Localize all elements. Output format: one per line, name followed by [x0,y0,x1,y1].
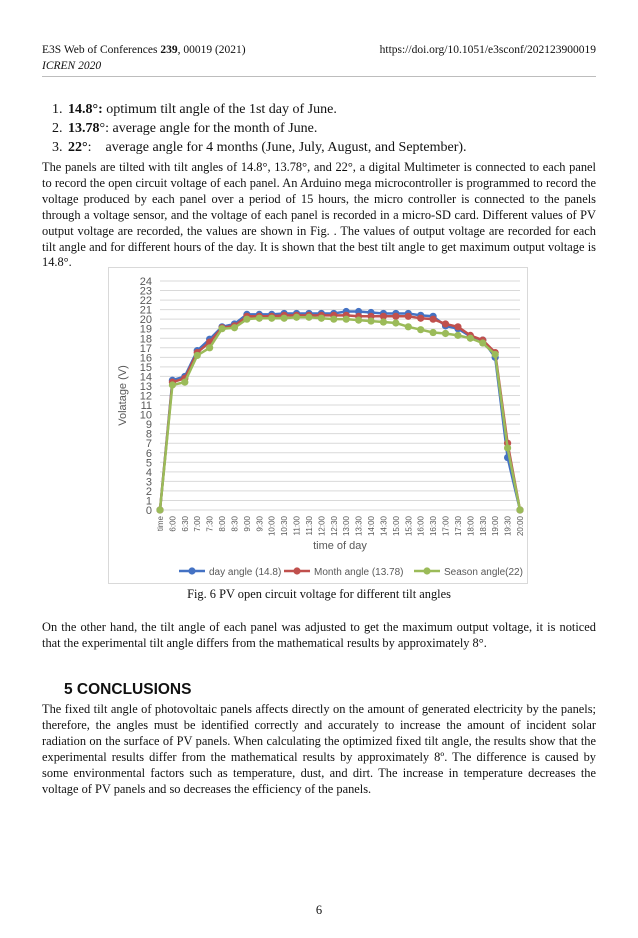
x-tick-label: 14:00 [367,516,377,537]
legend-swatch-marker [293,567,300,574]
voltage-line-chart [109,268,527,583]
x-tick-label: 8:00 [218,516,228,532]
x-tick-label: 16:30 [429,516,439,537]
x-tick-label: 6:30 [180,516,190,532]
data-point [181,379,188,386]
data-point [417,315,424,322]
doi-link[interactable]: https://doi.org/10.1051/e3sconf/202123900019 [379,44,596,56]
x-tick-label: 10:00 [267,516,277,537]
y-tick-label: 18 [139,333,152,346]
legend-label: Month angle (13.78) [314,567,404,578]
data-point [355,317,362,324]
page-number: 6 [315,903,323,917]
x-tick-label: 13:30 [354,516,364,537]
y-tick-label: 1 [145,495,152,508]
y-tick-label: 17 [139,342,152,355]
y-tick-label: 2 [145,485,152,498]
data-point [442,320,449,327]
legend-label: Season angle(22) [444,567,523,578]
conclusions-paragraph: The fixed tilt angle of photovoltaic panels affects directly on the amount of generated electricity by the panels; therefore, the angles must be identified correctly and accurately to increase the amount of incident solar radiation on the surface of PV panels. When calculating the optimized fixed tilt angle, the results show that the experimental results differ from the mathematical results by approximately 8º. The difference is caused by some environmental factors such as temperature, dust, and dirt. The increase in temperature decreases the voltage of PV panels and so decreases the efficiency of the panels. [42,702,596,796]
figure-caption: Fig. 6 PV open circuit voltage for different tilt angles [187,587,451,601]
section-heading: 5 CONCLUSIONS [64,681,192,698]
data-point [392,319,399,326]
x-tick-label: 20:00 [516,516,525,537]
body-paragraph-1: The panels are tilted with tilt angles of 14.8°, 13.78°, and 22°, a digital Multimeter is connected to each panel to record the open circuit voltage of each panel. An Arduino mega microcontroller is programmed to record the voltage produced by each panel over a period of 15 hours, the micro controller is connected to the panels through a voltage sensor, and the voltage of each panel is recorded in a micro-SD card. Different values of PV output voltage are recorded, the values are shown in Fig. . The values of output voltage are recorded for each tilt angle and for different hours of the day. It is shown that the best tilt angle to get maximum output voltage is 14.8°. [42,160,596,270]
y-tick-label: 11 [140,400,152,413]
x-tick-label: 8:30 [230,516,240,532]
y-tick-label: 3 [145,476,152,489]
data-point [156,506,163,513]
y-tick-label: 16 [139,352,152,365]
legend-swatch-marker [188,567,195,574]
x-tick-label: 19:30 [503,516,513,537]
data-point [380,318,387,325]
y-tick-label: 12 [139,390,152,403]
x-tick-label: 16:00 [416,516,426,537]
data-point [305,314,312,321]
x-axis-title: time of day [313,540,367,552]
x-tick-label: 15:00 [391,516,401,537]
y-tick-label: 5 [145,457,152,470]
data-point [492,351,499,358]
data-point [504,444,511,451]
x-tick-label: time [156,516,165,532]
data-point [467,335,474,342]
data-point [430,329,437,336]
data-point [243,316,250,323]
x-tick-label: 19:00 [491,516,501,537]
tilt-angle-list [40,100,626,157]
data-point [256,315,263,322]
y-tick-label: 4 [145,466,152,479]
data-point [405,323,412,330]
y-tick-label: 14 [139,371,152,384]
data-point [392,313,399,320]
data-point [206,344,213,351]
y-tick-label: 20 [139,314,152,327]
conference-name: ICREN 2020 [42,60,102,72]
data-point [268,315,275,322]
data-point [454,332,461,339]
x-tick-label: 7:00 [193,516,203,532]
journal-citation: E3S Web of Conferences 239, 00019 (2021) [42,44,246,56]
y-tick-label: 24 [139,276,152,288]
x-tick-label: 12:00 [317,516,327,537]
x-tick-label: 6:00 [168,516,178,532]
header-divider [42,76,596,77]
x-tick-label: 11:00 [292,516,302,536]
y-tick-label: 9 [145,419,152,432]
list-item: 3. 22°: average angle for 4 months (June, July, August, and September). [66,138,626,157]
data-point [367,317,374,324]
x-tick-label: 18:00 [466,516,476,537]
data-point [218,325,225,332]
y-tick-label: 0 [145,505,152,517]
x-tick-label: 11:30 [304,516,314,536]
x-tick-label: 18:30 [478,516,488,537]
x-tick-label: 12:30 [329,516,339,537]
x-tick-label: 17:30 [453,516,463,537]
x-tick-label: 7:30 [205,516,215,532]
data-point [169,381,176,388]
data-point [516,506,523,513]
x-tick-label: 14:30 [379,516,389,537]
data-point [430,316,437,323]
data-point [330,316,337,323]
y-tick-label: 10 [139,409,152,422]
data-point [231,324,238,331]
x-tick-label: 17:00 [441,516,451,537]
data-point [442,330,449,337]
data-point [343,316,350,323]
y-tick-label: 8 [145,428,152,441]
legend-swatch-marker [423,567,430,574]
list-item: 1. 14.8°: optimum tilt angle of the 1st day of June. [66,100,626,119]
x-tick-label: 9:00 [242,516,252,532]
data-point [454,323,461,330]
x-tick-label: 10:30 [280,516,290,537]
y-tick-label: 22 [139,295,152,308]
x-tick-label: 13:00 [342,516,352,537]
x-tick-label: 9:30 [255,516,265,532]
y-axis-title: Volatage (V) [117,365,129,426]
y-tick-label: 19 [139,323,152,336]
y-tick-label: 7 [145,438,152,451]
legend-label: day angle (14.8) [209,567,282,578]
y-tick-label: 21 [139,304,152,317]
figure-6-chart-frame [108,267,528,584]
y-tick-label: 13 [139,380,152,393]
data-point [417,326,424,333]
data-point [479,339,486,346]
y-tick-label: 6 [145,447,152,460]
series-line-2 [160,315,520,510]
body-paragraph-2: On the other hand, the tilt angle of each panel was adjusted to get the maximum output voltage, it is noticed that the experimental tilt angle differs from the mathematical results by approximately 8°. [42,620,596,650]
data-point [293,314,300,321]
data-point [318,315,325,322]
y-tick-label: 23 [139,285,152,298]
data-point [405,313,412,320]
data-point [281,315,288,322]
list-item: 2. 13.78°: average angle for the month of June. [66,119,626,138]
x-tick-label: 15:30 [404,516,414,537]
y-tick-label: 15 [139,361,152,374]
data-point [194,352,201,359]
